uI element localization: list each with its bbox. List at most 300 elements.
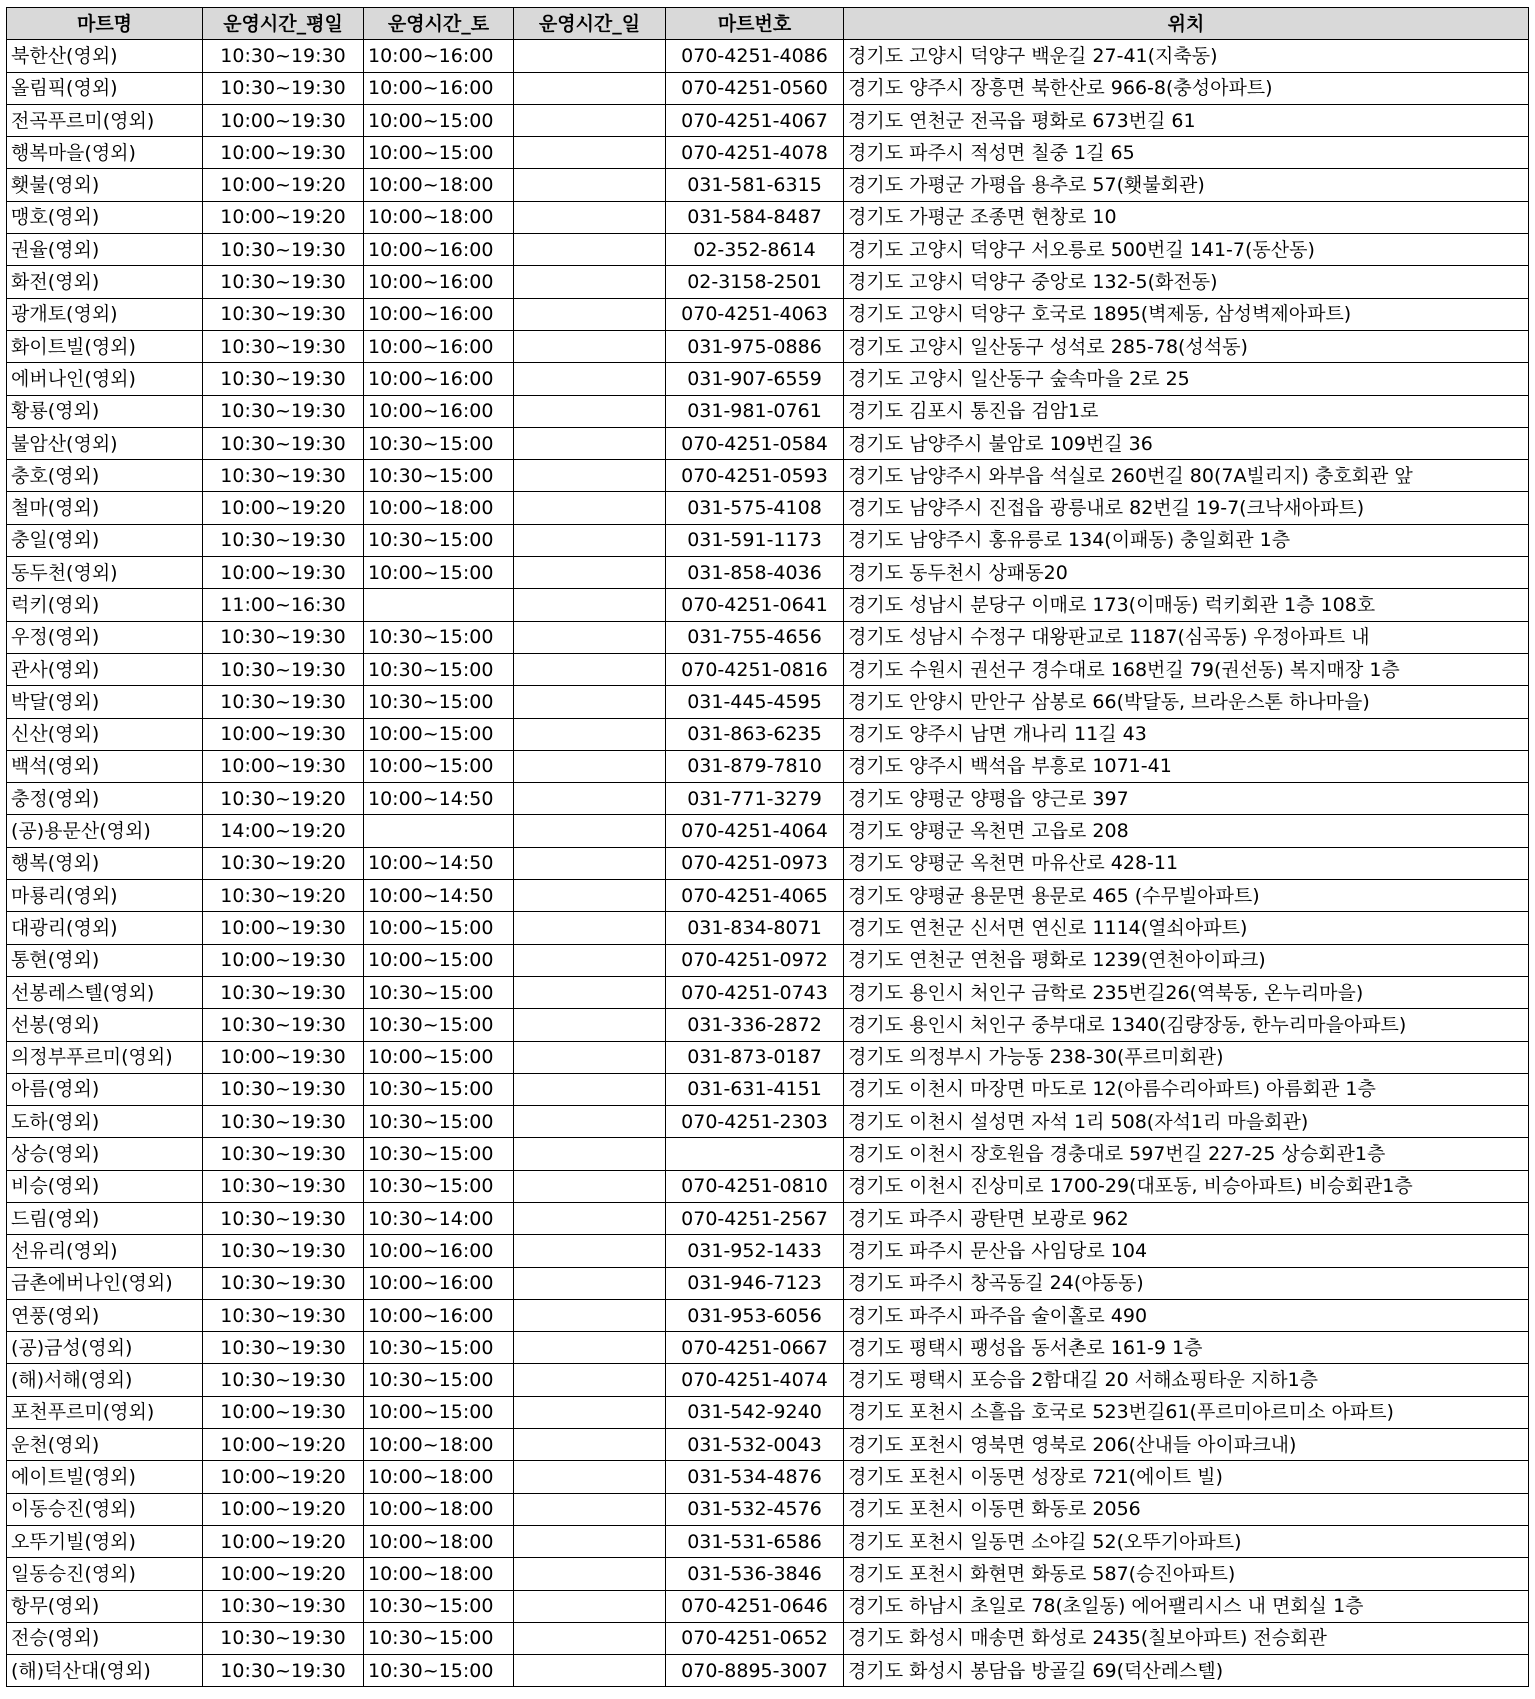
cell-saturday-hours: 10:00~14:50 <box>364 880 514 912</box>
cell-location: 경기도 연천군 전곡읍 평화로 673번길 61 <box>844 104 1529 136</box>
table-row <box>7 1009 1529 1041</box>
cell-saturday-hours: 10:30~15:00 <box>364 1622 514 1654</box>
cell-mart-name: 올림픽(영외) <box>7 72 203 104</box>
cell-saturday-hours: 10:30~15:00 <box>364 621 514 653</box>
cell-mart-name: 동두천(영외) <box>7 557 203 589</box>
cell-mart-phone: 070-4251-0584 <box>666 427 844 459</box>
cell-saturday-hours: 10:00~16:00 <box>364 1267 514 1299</box>
table-row <box>7 1622 1529 1654</box>
cell-mart-name: 대광리(영외) <box>7 912 203 944</box>
cell-weekday-hours: 10:00~19:20 <box>203 1525 364 1557</box>
cell-location: 경기도 가평군 가평읍 용추로 57(횃불회관) <box>844 169 1529 201</box>
mart-table <box>6 7 1529 1687</box>
cell-sunday-hours <box>514 621 666 653</box>
cell-weekday-hours: 10:30~19:30 <box>203 1073 364 1105</box>
cell-mart-phone: 070-4251-4086 <box>666 40 844 72</box>
cell-location: 경기도 용인시 처인구 금학로 235번길26(역북동, 온누리마을) <box>844 976 1529 1008</box>
cell-sunday-hours <box>514 298 666 330</box>
cell-weekday-hours: 10:00~19:30 <box>203 1041 364 1073</box>
cell-mart-phone: 031-575-4108 <box>666 492 844 524</box>
table-row <box>7 653 1529 685</box>
cell-sunday-hours <box>514 427 666 459</box>
cell-weekday-hours: 10:30~19:30 <box>203 621 364 653</box>
cell-sunday-hours <box>514 1429 666 1461</box>
table-body <box>7 40 1529 1687</box>
table-row <box>7 460 1529 492</box>
table-row <box>7 880 1529 912</box>
cell-mart-phone: 031-534-4876 <box>666 1461 844 1493</box>
cell-mart-name: 박달(영외) <box>7 686 203 718</box>
table-row <box>7 1041 1529 1073</box>
cell-weekday-hours: 10:30~19:30 <box>203 976 364 1008</box>
cell-weekday-hours: 10:30~19:30 <box>203 1170 364 1202</box>
table-row <box>7 169 1529 201</box>
cell-mart-phone <box>666 1138 844 1170</box>
cell-mart-name: 횃불(영외) <box>7 169 203 201</box>
cell-sunday-hours <box>514 1655 666 1687</box>
cell-sunday-hours <box>514 169 666 201</box>
cell-mart-phone: 031-532-0043 <box>666 1429 844 1461</box>
cell-sunday-hours <box>514 1525 666 1557</box>
cell-sunday-hours <box>514 1202 666 1234</box>
cell-mart-phone: 070-4251-2303 <box>666 1106 844 1138</box>
cell-mart-name: 항무(영외) <box>7 1590 203 1622</box>
cell-saturday-hours: 10:00~14:50 <box>364 847 514 879</box>
cell-mart-name: 권율(영외) <box>7 234 203 266</box>
cell-location: 경기도 동두천시 상패동20 <box>844 557 1529 589</box>
cell-location: 경기도 김포시 통진읍 검암1로 <box>844 395 1529 427</box>
table-row <box>7 1655 1529 1687</box>
cell-weekday-hours: 10:30~19:30 <box>203 363 364 395</box>
cell-mart-phone: 031-536-3846 <box>666 1558 844 1590</box>
cell-sunday-hours <box>514 912 666 944</box>
cell-mart-phone: 031-584-8487 <box>666 201 844 233</box>
cell-location: 경기도 양주시 장흥면 북한산로 966-8(충성아파트) <box>844 72 1529 104</box>
cell-saturday-hours: 10:00~15:00 <box>364 557 514 589</box>
cell-mart-name: 이동승진(영외) <box>7 1493 203 1525</box>
cell-saturday-hours: 10:00~16:00 <box>364 1299 514 1331</box>
cell-saturday-hours: 10:30~15:00 <box>364 1364 514 1396</box>
cell-mart-name: 선유리(영외) <box>7 1235 203 1267</box>
cell-location: 경기도 양평군 양평읍 양근로 397 <box>844 783 1529 815</box>
cell-saturday-hours: 10:30~15:00 <box>364 1073 514 1105</box>
cell-saturday-hours: 10:30~15:00 <box>364 1138 514 1170</box>
cell-location: 경기도 이천시 진상미로 1700-29(대포동, 비승아파트) 비승회관1층 <box>844 1170 1529 1202</box>
cell-weekday-hours: 10:30~19:30 <box>203 1655 364 1687</box>
cell-mart-name: 광개토(영외) <box>7 298 203 330</box>
cell-location: 경기도 양평균 용문면 용문로 465 (수무빌아파트) <box>844 880 1529 912</box>
cell-mart-phone: 031-953-6056 <box>666 1299 844 1331</box>
cell-mart-phone: 070-4251-0743 <box>666 976 844 1008</box>
cell-weekday-hours: 10:30~19:30 <box>203 686 364 718</box>
table-row <box>7 1493 1529 1525</box>
table-row <box>7 427 1529 459</box>
cell-mart-name: 의정부푸르미(영외) <box>7 1041 203 1073</box>
cell-mart-name: 에버나인(영외) <box>7 363 203 395</box>
cell-sunday-hours <box>514 1364 666 1396</box>
cell-mart-name: 도하(영외) <box>7 1106 203 1138</box>
cell-saturday-hours: 10:00~16:00 <box>364 1235 514 1267</box>
cell-mart-name: 선봉레스텔(영외) <box>7 976 203 1008</box>
cell-saturday-hours: 10:00~15:00 <box>364 750 514 782</box>
table-row <box>7 1106 1529 1138</box>
cell-mart-name: 에이트빌(영외) <box>7 1461 203 1493</box>
cell-mart-name: 포천푸르미(영외) <box>7 1396 203 1428</box>
header-weekday-hours: 운영시간_평일 <box>203 8 364 40</box>
cell-mart-name: 행복(영외) <box>7 847 203 879</box>
cell-weekday-hours: 10:30~19:30 <box>203 234 364 266</box>
cell-mart-name: (해)덕산대(영외) <box>7 1655 203 1687</box>
cell-location: 경기도 고양시 덕양구 백운길 27-41(지축동) <box>844 40 1529 72</box>
cell-sunday-hours <box>514 1106 666 1138</box>
cell-location: 경기도 연천군 연천읍 평화로 1239(연천아이파크) <box>844 944 1529 976</box>
cell-mart-name: 불암산(영외) <box>7 427 203 459</box>
cell-location: 경기도 하남시 초일로 78(초일동) 에어팰리시스 내 면회실 1층 <box>844 1590 1529 1622</box>
cell-weekday-hours: 10:30~19:20 <box>203 783 364 815</box>
cell-saturday-hours: 10:30~15:00 <box>364 1170 514 1202</box>
cell-saturday-hours: 10:00~16:00 <box>364 298 514 330</box>
cell-saturday-hours: 10:30~15:00 <box>364 1590 514 1622</box>
cell-sunday-hours <box>514 880 666 912</box>
cell-saturday-hours: 10:00~18:00 <box>364 1493 514 1525</box>
cell-saturday-hours <box>364 589 514 621</box>
cell-location: 경기도 양평군 옥천면 고읍로 208 <box>844 815 1529 847</box>
table-row <box>7 1235 1529 1267</box>
cell-weekday-hours: 10:00~19:20 <box>203 1429 364 1461</box>
cell-mart-phone: 070-4251-0652 <box>666 1622 844 1654</box>
cell-saturday-hours: 10:30~15:00 <box>364 460 514 492</box>
cell-location: 경기도 양주시 남면 개나리 11길 43 <box>844 718 1529 750</box>
cell-sunday-hours <box>514 1041 666 1073</box>
cell-mart-phone: 070-4251-2567 <box>666 1202 844 1234</box>
cell-weekday-hours: 10:00~19:30 <box>203 104 364 136</box>
cell-location: 경기도 성남시 분당구 이매로 173(이매동) 럭키회관 1층 108호 <box>844 589 1529 621</box>
cell-saturday-hours: 10:00~18:00 <box>364 492 514 524</box>
cell-location: 경기도 가평군 조종면 현창로 10 <box>844 201 1529 233</box>
cell-sunday-hours <box>514 686 666 718</box>
cell-mart-phone: 031-946-7123 <box>666 1267 844 1299</box>
cell-location: 경기도 고양시 덕양구 호국로 1895(벽제동, 삼성벽제아파트) <box>844 298 1529 330</box>
cell-mart-name: 운천(영외) <box>7 1429 203 1461</box>
table-row <box>7 1299 1529 1331</box>
cell-location: 경기도 포천시 일동면 소야길 52(오뚜기아파트) <box>844 1525 1529 1557</box>
cell-location: 경기도 평택시 포승읍 2함대길 20 서해쇼핑타운 지하1층 <box>844 1364 1529 1396</box>
cell-weekday-hours: 10:00~19:30 <box>203 718 364 750</box>
cell-saturday-hours: 10:00~15:00 <box>364 137 514 169</box>
cell-location: 경기도 고양시 일산동구 숲속마을 2로 25 <box>844 363 1529 395</box>
cell-mart-name: 화이트빌(영외) <box>7 330 203 362</box>
table-row <box>7 912 1529 944</box>
cell-weekday-hours: 10:30~19:30 <box>203 427 364 459</box>
cell-location: 경기도 남양주시 와부읍 석실로 260번길 80(7A빌리지) 충호회관 앞 <box>844 460 1529 492</box>
cell-weekday-hours: 10:30~19:30 <box>203 1009 364 1041</box>
table-row <box>7 330 1529 362</box>
cell-mart-name: 금촌에버나인(영외) <box>7 1267 203 1299</box>
cell-sunday-hours <box>514 1073 666 1105</box>
cell-location: 경기도 연천군 신서면 연신로 1114(열쇠아파트) <box>844 912 1529 944</box>
table-row <box>7 1170 1529 1202</box>
cell-mart-phone: 070-4251-0810 <box>666 1170 844 1202</box>
cell-sunday-hours <box>514 976 666 1008</box>
cell-sunday-hours <box>514 460 666 492</box>
cell-weekday-hours: 10:30~19:30 <box>203 1364 364 1396</box>
cell-mart-name: (공)금성(영외) <box>7 1332 203 1364</box>
cell-weekday-hours: 10:30~19:20 <box>203 880 364 912</box>
cell-mart-name: 마룡리(영외) <box>7 880 203 912</box>
cell-saturday-hours: 10:00~16:00 <box>364 330 514 362</box>
table-row <box>7 1558 1529 1590</box>
cell-location: 경기도 남양주시 진접읍 광릉내로 82번길 19-7(크낙새아파트) <box>844 492 1529 524</box>
cell-mart-name: 전곡푸르미(영외) <box>7 104 203 136</box>
cell-mart-phone: 031-975-0886 <box>666 330 844 362</box>
cell-weekday-hours: 10:30~19:30 <box>203 330 364 362</box>
header-mart-name: 마트명 <box>7 8 203 40</box>
cell-saturday-hours: 10:00~16:00 <box>364 266 514 298</box>
cell-mart-phone: 070-4251-0641 <box>666 589 844 621</box>
cell-mart-name: 전승(영외) <box>7 1622 203 1654</box>
cell-weekday-hours: 10:30~19:30 <box>203 1590 364 1622</box>
cell-saturday-hours: 10:30~15:00 <box>364 1106 514 1138</box>
cell-weekday-hours: 11:00~16:30 <box>203 589 364 621</box>
cell-saturday-hours: 10:30~15:00 <box>364 1655 514 1687</box>
cell-mart-phone: 031-863-6235 <box>666 718 844 750</box>
cell-saturday-hours: 10:00~15:00 <box>364 944 514 976</box>
cell-location: 경기도 포천시 영북면 영북로 206(산내들 아이파크내) <box>844 1429 1529 1461</box>
header-saturday-hours: 운영시간_토 <box>364 8 514 40</box>
cell-sunday-hours <box>514 944 666 976</box>
cell-mart-name: 연풍(영외) <box>7 1299 203 1331</box>
cell-sunday-hours <box>514 750 666 782</box>
cell-location: 경기도 평택시 팽성읍 동서촌로 161-9 1층 <box>844 1332 1529 1364</box>
cell-location: 경기도 파주시 창곡동길 24(야동동) <box>844 1267 1529 1299</box>
header-sunday-hours: 운영시간_일 <box>514 8 666 40</box>
cell-sunday-hours <box>514 1235 666 1267</box>
cell-mart-phone: 070-4251-0816 <box>666 653 844 685</box>
header-row <box>7 8 1529 40</box>
table-row <box>7 298 1529 330</box>
cell-mart-phone: 031-834-8071 <box>666 912 844 944</box>
cell-weekday-hours: 10:00~19:30 <box>203 750 364 782</box>
table-row <box>7 72 1529 104</box>
cell-mart-phone: 02-3158-2501 <box>666 266 844 298</box>
cell-mart-phone: 031-873-0187 <box>666 1041 844 1073</box>
cell-location: 경기도 안양시 만안구 삼봉로 66(박달동, 브라운스톤 하나마을) <box>844 686 1529 718</box>
cell-saturday-hours: 10:00~14:50 <box>364 783 514 815</box>
cell-mart-name: 럭키(영외) <box>7 589 203 621</box>
cell-sunday-hours <box>514 137 666 169</box>
table-row <box>7 201 1529 233</box>
cell-weekday-hours: 10:00~19:30 <box>203 912 364 944</box>
cell-weekday-hours: 10:30~19:30 <box>203 1332 364 1364</box>
cell-mart-phone: 031-581-6315 <box>666 169 844 201</box>
cell-sunday-hours <box>514 330 666 362</box>
cell-saturday-hours: 10:00~18:00 <box>364 1461 514 1493</box>
cell-mart-phone: 070-4251-0646 <box>666 1590 844 1622</box>
table-row <box>7 1332 1529 1364</box>
cell-mart-phone: 031-336-2872 <box>666 1009 844 1041</box>
cell-sunday-hours <box>514 653 666 685</box>
cell-sunday-hours <box>514 589 666 621</box>
cell-mart-phone: 070-4251-0972 <box>666 944 844 976</box>
cell-weekday-hours: 10:30~19:30 <box>203 40 364 72</box>
cell-mart-phone: 070-4251-4074 <box>666 1364 844 1396</box>
cell-location: 경기도 용인시 처인구 중부대로 1340(김량장동, 한누리마을아파트) <box>844 1009 1529 1041</box>
cell-saturday-hours: 10:30~14:00 <box>364 1202 514 1234</box>
cell-mart-name: 통현(영외) <box>7 944 203 976</box>
cell-weekday-hours: 10:30~19:30 <box>203 653 364 685</box>
cell-sunday-hours <box>514 1590 666 1622</box>
table-row <box>7 1364 1529 1396</box>
cell-location: 경기도 화성시 봉담읍 방골길 69(덕산레스텔) <box>844 1655 1529 1687</box>
table-row <box>7 524 1529 556</box>
table-row <box>7 847 1529 879</box>
cell-mart-phone: 070-4251-4065 <box>666 880 844 912</box>
cell-sunday-hours <box>514 492 666 524</box>
cell-sunday-hours <box>514 718 666 750</box>
table-row <box>7 718 1529 750</box>
cell-sunday-hours <box>514 201 666 233</box>
cell-mart-name: (공)용문산(영외) <box>7 815 203 847</box>
table-row <box>7 266 1529 298</box>
cell-mart-phone: 031-532-4576 <box>666 1493 844 1525</box>
header-location: 위치 <box>844 8 1529 40</box>
cell-mart-phone: 070-4251-0560 <box>666 72 844 104</box>
table-row <box>7 1138 1529 1170</box>
cell-sunday-hours <box>514 234 666 266</box>
cell-location: 경기도 파주시 광탄면 보광로 962 <box>844 1202 1529 1234</box>
cell-weekday-hours: 10:30~19:20 <box>203 847 364 879</box>
cell-sunday-hours <box>514 1396 666 1428</box>
cell-sunday-hours <box>514 40 666 72</box>
cell-location: 경기도 고양시 덕양구 중앙로 132-5(화전동) <box>844 266 1529 298</box>
cell-weekday-hours: 10:30~19:30 <box>203 298 364 330</box>
table-row <box>7 363 1529 395</box>
cell-mart-phone: 031-591-1173 <box>666 524 844 556</box>
cell-weekday-hours: 10:30~19:30 <box>203 1235 364 1267</box>
cell-saturday-hours: 10:00~16:00 <box>364 234 514 266</box>
cell-saturday-hours: 10:30~15:00 <box>364 524 514 556</box>
cell-weekday-hours: 10:00~19:20 <box>203 201 364 233</box>
cell-sunday-hours <box>514 1332 666 1364</box>
cell-weekday-hours: 10:30~19:30 <box>203 524 364 556</box>
cell-weekday-hours: 10:00~19:30 <box>203 137 364 169</box>
cell-saturday-hours <box>364 815 514 847</box>
cell-location: 경기도 남양주시 불암로 109번길 36 <box>844 427 1529 459</box>
cell-weekday-hours: 10:30~19:30 <box>203 1267 364 1299</box>
cell-mart-phone: 031-531-6586 <box>666 1525 844 1557</box>
table-row <box>7 557 1529 589</box>
table-row <box>7 944 1529 976</box>
cell-mart-phone: 070-4251-4078 <box>666 137 844 169</box>
table-row <box>7 815 1529 847</box>
cell-sunday-hours <box>514 1170 666 1202</box>
cell-mart-name: 비승(영외) <box>7 1170 203 1202</box>
cell-location: 경기도 양주시 백석읍 부흥로 1071-41 <box>844 750 1529 782</box>
cell-mart-name: 일동승진(영외) <box>7 1558 203 1590</box>
cell-saturday-hours: 10:00~18:00 <box>364 1429 514 1461</box>
cell-sunday-hours <box>514 1558 666 1590</box>
cell-weekday-hours: 10:30~19:30 <box>203 460 364 492</box>
cell-weekday-hours: 10:30~19:30 <box>203 1202 364 1234</box>
cell-mart-phone: 031-981-0761 <box>666 395 844 427</box>
cell-mart-phone: 070-4251-4063 <box>666 298 844 330</box>
cell-location: 경기도 의정부시 가능동 238-30(푸르미회관) <box>844 1041 1529 1073</box>
cell-saturday-hours: 10:30~15:00 <box>364 1332 514 1364</box>
cell-mart-phone: 070-4251-0593 <box>666 460 844 492</box>
cell-location: 경기도 이천시 마장면 마도로 12(아름수리아파트) 아름회관 1층 <box>844 1073 1529 1105</box>
cell-mart-phone: 031-907-6559 <box>666 363 844 395</box>
cell-weekday-hours: 10:30~19:30 <box>203 266 364 298</box>
header-mart-phone: 마트번호 <box>666 8 844 40</box>
cell-saturday-hours: 10:00~16:00 <box>364 72 514 104</box>
cell-mart-name: 상승(영외) <box>7 1138 203 1170</box>
table-row <box>7 492 1529 524</box>
table-row <box>7 750 1529 782</box>
cell-weekday-hours: 10:00~19:30 <box>203 944 364 976</box>
table-row <box>7 589 1529 621</box>
cell-mart-name: 충호(영외) <box>7 460 203 492</box>
table-row <box>7 1396 1529 1428</box>
cell-location: 경기도 고양시 일산동구 성석로 285-78(성석동) <box>844 330 1529 362</box>
cell-mart-name: 드림(영외) <box>7 1202 203 1234</box>
cell-mart-name: 북한산(영외) <box>7 40 203 72</box>
cell-mart-name: (해)서해(영외) <box>7 1364 203 1396</box>
table-row <box>7 1073 1529 1105</box>
cell-weekday-hours: 10:30~19:30 <box>203 1138 364 1170</box>
cell-weekday-hours: 10:30~19:30 <box>203 1106 364 1138</box>
cell-weekday-hours: 10:00~19:20 <box>203 1461 364 1493</box>
cell-saturday-hours: 10:00~16:00 <box>364 40 514 72</box>
cell-mart-phone: 031-858-4036 <box>666 557 844 589</box>
cell-mart-name: 우정(영외) <box>7 621 203 653</box>
table-row <box>7 1525 1529 1557</box>
cell-mart-phone: 031-445-4595 <box>666 686 844 718</box>
cell-mart-phone: 070-4251-0973 <box>666 847 844 879</box>
table-row <box>7 1202 1529 1234</box>
cell-weekday-hours: 10:30~19:30 <box>203 1622 364 1654</box>
cell-sunday-hours <box>514 1299 666 1331</box>
cell-mart-phone: 031-771-3279 <box>666 783 844 815</box>
cell-weekday-hours: 10:30~19:30 <box>203 395 364 427</box>
table-row <box>7 783 1529 815</box>
cell-saturday-hours: 10:00~15:00 <box>364 718 514 750</box>
cell-sunday-hours <box>514 783 666 815</box>
cell-mart-phone: 031-755-4656 <box>666 621 844 653</box>
cell-mart-phone: 070-8895-3007 <box>666 1655 844 1687</box>
cell-weekday-hours: 10:30~19:30 <box>203 72 364 104</box>
table-row <box>7 1590 1529 1622</box>
cell-location: 경기도 포천시 소흘읍 호국로 523번길61(푸르미아르미소 아파트) <box>844 1396 1529 1428</box>
cell-mart-name: 황룡(영외) <box>7 395 203 427</box>
table-row <box>7 1267 1529 1299</box>
cell-mart-name: 맹호(영외) <box>7 201 203 233</box>
cell-sunday-hours <box>514 1009 666 1041</box>
cell-saturday-hours: 10:00~16:00 <box>364 395 514 427</box>
cell-saturday-hours: 10:00~16:00 <box>364 363 514 395</box>
cell-saturday-hours: 10:00~18:00 <box>364 1558 514 1590</box>
cell-sunday-hours <box>514 72 666 104</box>
cell-location: 경기도 이천시 장호원읍 경충대로 597번길 227-25 상승회관1층 <box>844 1138 1529 1170</box>
cell-sunday-hours <box>514 1461 666 1493</box>
cell-mart-phone: 031-952-1433 <box>666 1235 844 1267</box>
cell-mart-name: 선봉(영외) <box>7 1009 203 1041</box>
cell-location: 경기도 포천시 이동면 성장로 721(에이트 빌) <box>844 1461 1529 1493</box>
table-row <box>7 1461 1529 1493</box>
cell-sunday-hours <box>514 1267 666 1299</box>
cell-sunday-hours <box>514 363 666 395</box>
cell-sunday-hours <box>514 266 666 298</box>
cell-mart-phone: 031-542-9240 <box>666 1396 844 1428</box>
